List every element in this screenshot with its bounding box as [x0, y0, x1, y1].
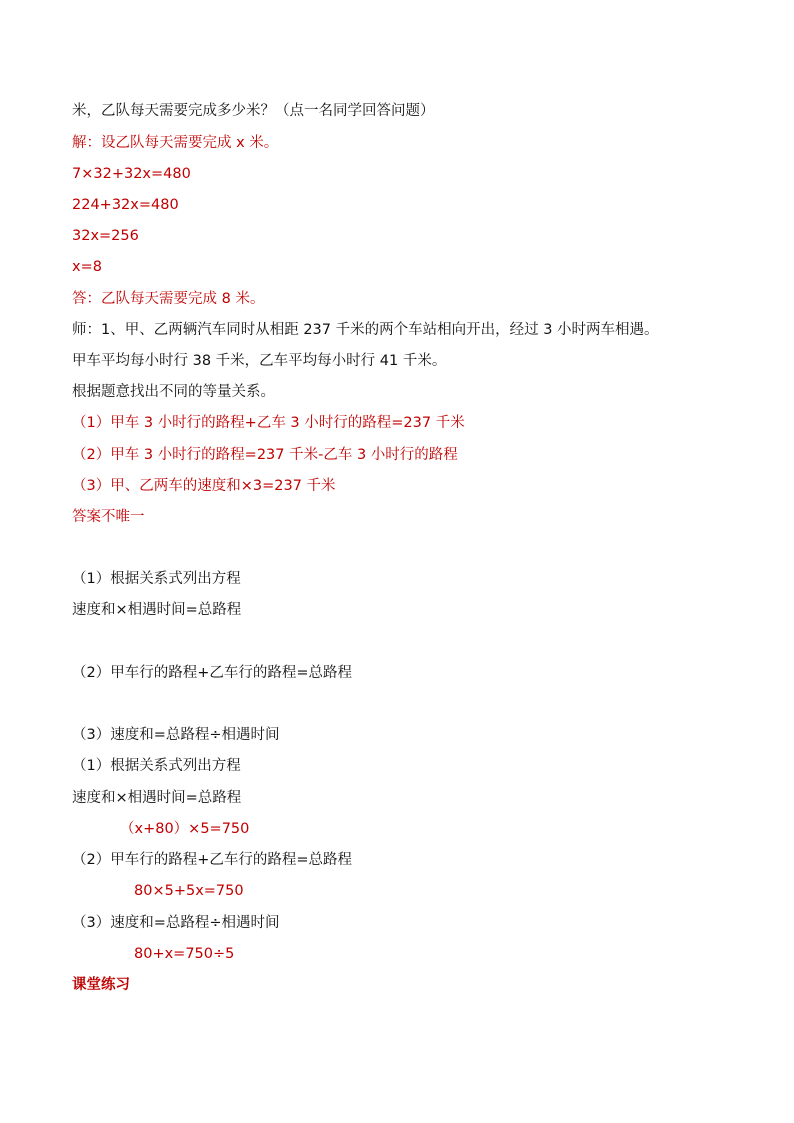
text-line-step-2-repeat: （2）甲车行的路程+乙车行的路程=总路程	[72, 852, 353, 868]
text-line-problem-speeds: 甲车平均每小时行 38 千米，乙车平均每小时行 41 千米。	[72, 353, 447, 369]
text-line-equation-c: 80+x=750÷5	[134, 946, 235, 962]
section-heading-practice: 课堂练习	[72, 977, 130, 993]
text-line-relation-3: （3）甲、乙两车的速度和×3=237 千米	[72, 478, 336, 494]
text-line-equation-a: （x+80）×5=750	[120, 821, 250, 837]
text-line-answer-note: 答案不唯一	[72, 509, 145, 525]
text-line-equation-2: 224+32x=480	[72, 197, 179, 213]
text-line-equation-3: 32x=256	[72, 228, 139, 244]
text-line-teacher-problem: 师：1、甲、乙两辆汽车同时从相距 237 千米的两个车站相向开出，经过 3 小时两车相遇。	[72, 322, 659, 338]
text-line-equation-4: x=8	[72, 259, 102, 275]
text-line-step-3-repeat: （3）速度和=总路程÷相遇时间	[72, 915, 280, 931]
text-line-step-2: （2）甲车行的路程+乙车行的路程=总路程	[72, 665, 353, 681]
text-line-step-1-repeat: （1）根据关系式列出方程	[72, 758, 241, 774]
text-line-relation-2: （2）甲车 3 小时行的路程=237 千米-乙车 3 小时行的路程	[72, 447, 458, 463]
text-line-step-1: （1）根据关系式列出方程	[72, 571, 241, 587]
text-line-equation-1: 7×32+32x=480	[72, 166, 191, 182]
text-line-formula-1-repeat: 速度和×相遇时间=总路程	[72, 790, 242, 806]
text-line-instruction: 根据题意找出不同的等量关系。	[72, 384, 275, 400]
text-line-answer: 答：乙队每天需要完成 8 米。	[72, 291, 265, 307]
text-line-relation-1: （1）甲车 3 小时行的路程+乙车 3 小时行的路程=237 千米	[72, 415, 465, 431]
text-line-equation-b: 80×5+5x=750	[134, 883, 244, 899]
text-line-question-continuation: 米，乙队每天需要完成多少米？（点一名同学回答问题）	[72, 103, 435, 119]
text-line-formula-1: 速度和×相遇时间=总路程	[72, 602, 242, 618]
text-line-solution-setup: 解：设乙队每天需要完成 x 米。	[72, 135, 279, 151]
text-line-step-3: （3）速度和=总路程÷相遇时间	[72, 727, 280, 743]
